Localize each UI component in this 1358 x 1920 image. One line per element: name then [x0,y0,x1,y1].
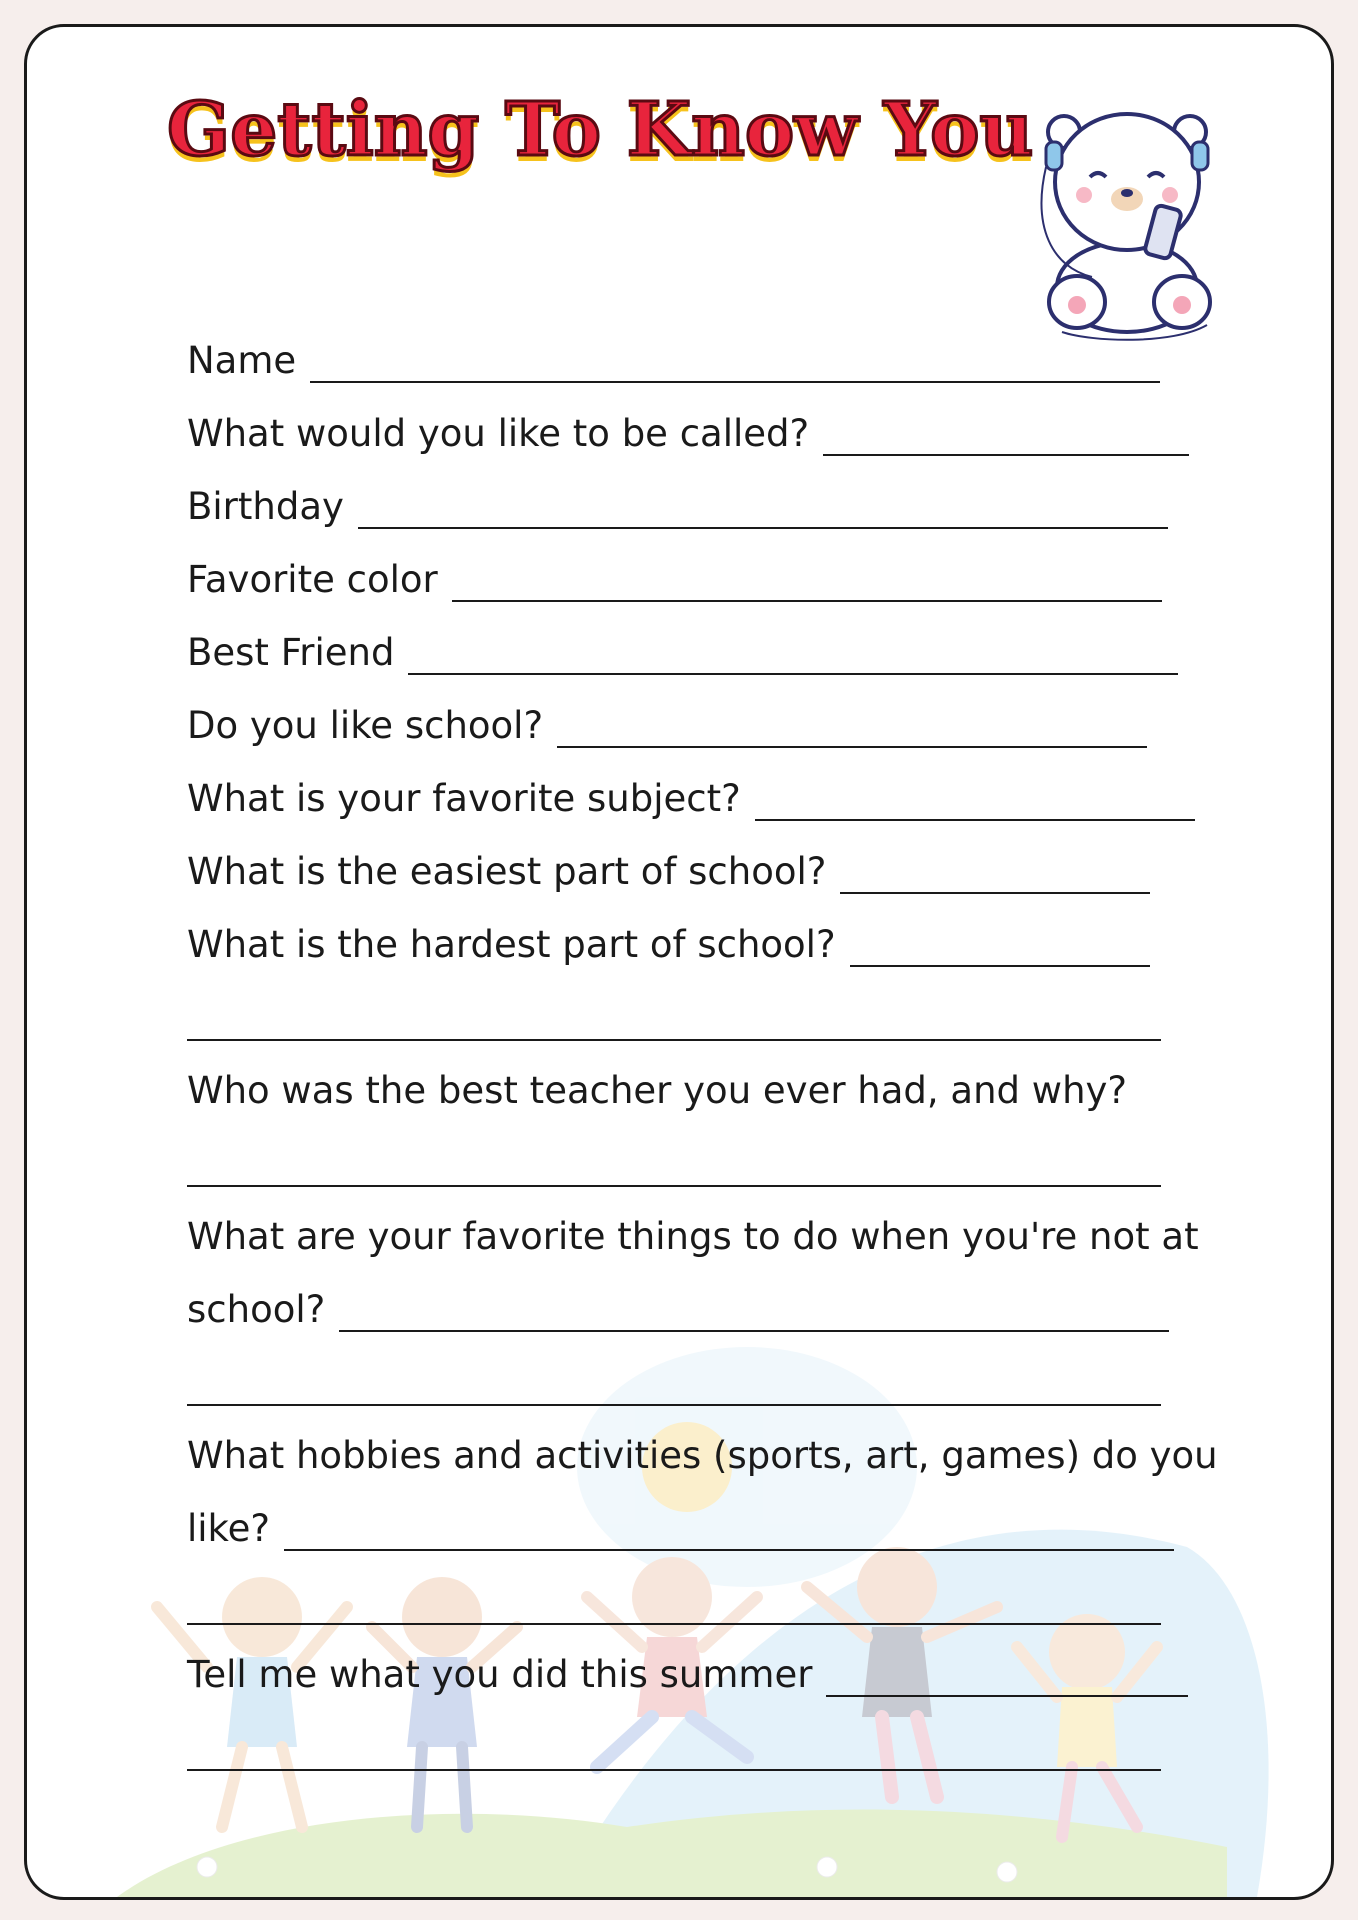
question-summer: Tell me what you did this summer [187,1653,1188,1697]
question-easiest-part: What is the easiest part of school? [187,850,1150,894]
question-hardest-part: What is the hardest part of school? [187,923,1150,967]
answer-line-best-teacher[interactable] [187,1185,1161,1187]
question-nickname: What would you like to be called? [187,412,1189,456]
answer-line-like-school[interactable] [557,716,1147,748]
answer-line-name[interactable] [310,351,1160,383]
answer-line-birthday[interactable] [358,497,1168,529]
answer-line-hobbies[interactable] [284,1519,1174,1551]
answer-line-summer[interactable] [826,1665,1188,1697]
question-best-teacher: Who was the best teacher you ever had, and why? [187,1069,1128,1112]
question-like-school: Do you like school? [187,704,1147,748]
question-favorite-color: Favorite color [187,558,1162,602]
question-favorite-subject: What is your favorite subject? [187,777,1195,821]
question-hobbies: What hobbies and activities (sports, art, games) do you [187,1434,1218,1477]
answer-line-favorite-color[interactable] [452,570,1162,602]
answer-line-hardest-part-continued[interactable] [187,1039,1161,1041]
answer-line-summer-continued[interactable] [187,1769,1161,1771]
question-birthday: Birthday [187,485,1168,529]
answer-line-favorite-things[interactable] [339,1300,1169,1332]
question-hobbies-continued: like? [187,1507,1174,1551]
answer-line-favorite-subject[interactable] [755,789,1195,821]
answer-line-best-friend[interactable] [408,643,1178,675]
answer-line-hardest-part[interactable] [850,935,1150,967]
answer-line-hobbies-continued[interactable] [187,1623,1161,1625]
question-best-friend: Best Friend [187,631,1178,675]
answer-line-favorite-things-continued[interactable] [187,1404,1161,1406]
answer-line-easiest-part[interactable] [840,862,1150,894]
question-name: Name [187,339,1160,383]
worksheet-page [24,24,1334,1900]
page-title: Getting To Know You [167,87,1034,173]
answer-line-nickname[interactable] [823,424,1189,456]
question-favorite-things-continued: school? [187,1288,1169,1332]
polar-bear-icon [1032,87,1222,347]
question-favorite-things: What are your favorite things to do when you're not at [187,1215,1199,1258]
